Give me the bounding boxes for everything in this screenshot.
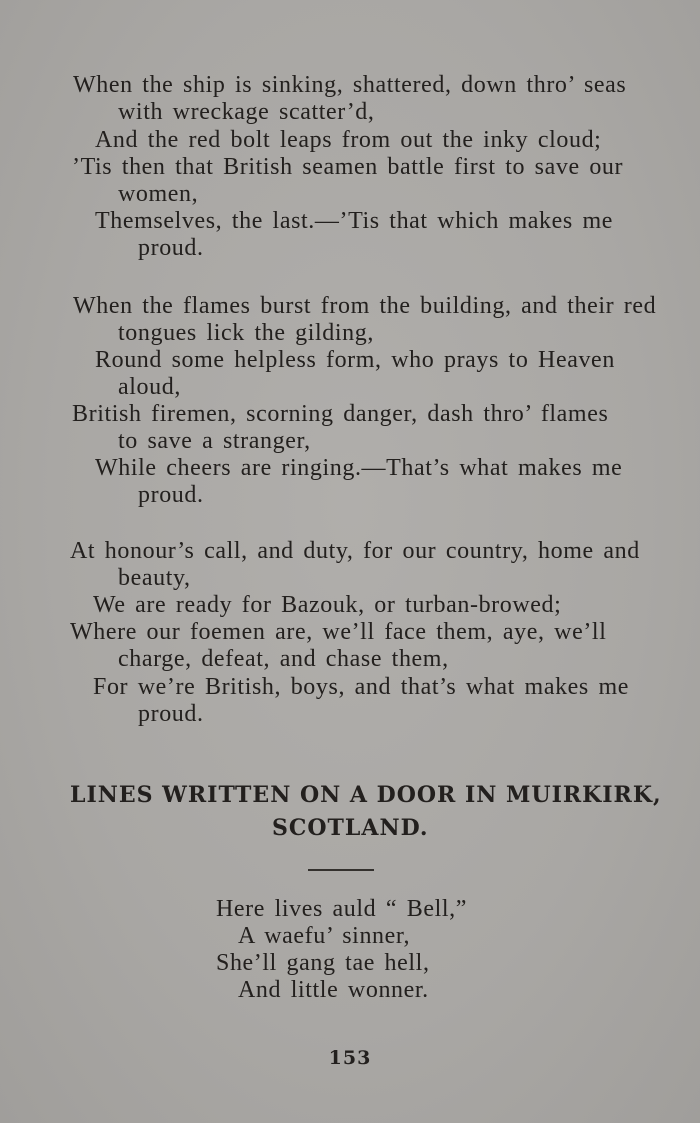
poem-title: LINES WRITTEN ON A DOOR IN MUIRKIRK, xyxy=(70,782,662,808)
poem-line: tongues lick the gilding, xyxy=(118,320,374,346)
poem-line: While cheers are ringing.—That’s what makes me xyxy=(95,455,623,481)
page-number: 153 xyxy=(328,1047,372,1069)
poem-line: with wreckage scatter’d, xyxy=(118,99,375,125)
title-divider xyxy=(308,869,374,871)
poem-title-continued: SCOTLAND. xyxy=(272,815,429,841)
poem-line: And the red bolt leaps from out the inky cloud; xyxy=(95,127,602,153)
poem-line: proud. xyxy=(138,235,204,261)
short-poem-line: She’ll gang tae hell, xyxy=(216,950,430,976)
poem-line: When the flames burst from the building, and their red xyxy=(73,293,657,319)
poem-line: to save a stranger, xyxy=(118,428,311,454)
short-poem-line: A waefu’ sinner, xyxy=(238,923,411,949)
short-poem-line: Here lives auld “ Bell,” xyxy=(216,896,467,922)
poem-line: proud. xyxy=(138,482,204,508)
poem-line: For we’re British, boys, and that’s what makes me xyxy=(93,674,629,700)
poem-line: aloud, xyxy=(118,374,181,400)
poem-line: Where our foemen are, we’ll face them, aye, we’ll xyxy=(70,619,607,645)
poem-line: When the ship is sinking, shattered, down thro’ seas xyxy=(73,72,627,98)
poem-line: At honour’s call, and duty, for our country, home and xyxy=(70,538,640,564)
poem-line: We are ready for Bazouk, or turban-browed; xyxy=(93,592,562,618)
poem-line: proud. xyxy=(138,701,204,727)
poem-line: charge, defeat, and chase them, xyxy=(118,646,449,672)
short-poem-line: And little wonner. xyxy=(238,977,429,1003)
poem-line: beauty, xyxy=(118,565,191,591)
poem-line: British firemen, scorning danger, dash thro’ flames xyxy=(72,401,609,427)
poem-line: Round some helpless form, who prays to Heaven xyxy=(95,347,615,373)
poem-line: Themselves, the last.—’Tis that which makes me xyxy=(95,208,613,234)
poem-line: women, xyxy=(118,181,199,207)
poem-line: ’Tis then that British seamen battle first to save our xyxy=(72,154,624,180)
